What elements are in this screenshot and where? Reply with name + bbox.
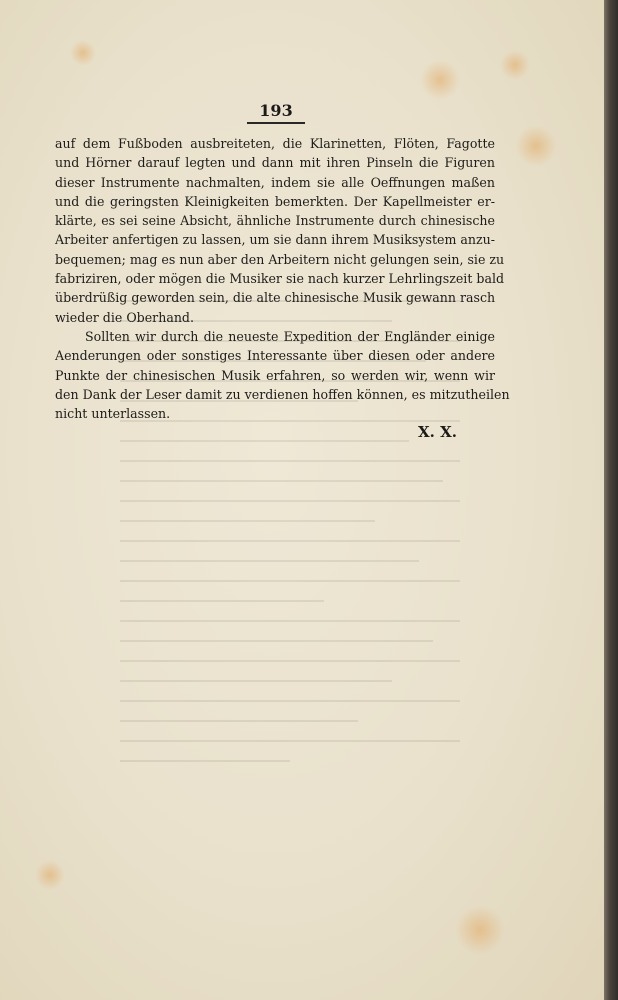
- text-line: bequemen; mag es nun aber den Arbeitern nicht gelungen sein, sie zu: [55, 251, 505, 267]
- text-line: überdrüßig geworden sein, die alte chinesische Musik gewann rasch: [55, 290, 496, 306]
- foxing-stain: [500, 50, 530, 80]
- foxing-stain: [70, 40, 96, 66]
- text-line: klärte, es sei seine Absicht, ähnliche Instrumente durch chinesische: [55, 213, 495, 229]
- text-line: Aenderungen oder sonstiges Interessante über diesen oder andere: [55, 348, 495, 364]
- foxing-stain: [515, 125, 557, 167]
- text-line: nicht unterlassen.: [55, 406, 171, 422]
- text-line: Punkte der chinesischen Musik erfahren, so werden wir, wenn wir: [55, 367, 495, 383]
- book-gutter: [604, 0, 618, 1000]
- foxing-stain: [455, 905, 505, 955]
- text-line: und die geringsten Kleinigkeiten bemerkten. Der Kapellmeister er-: [55, 193, 495, 209]
- author-signature: X. X.: [418, 423, 457, 441]
- text-line: und Hörner darauf legten und dann mit ihren Pinseln die Figuren: [55, 155, 495, 171]
- page-number-underline: [247, 122, 305, 124]
- page-number: 193: [259, 101, 293, 120]
- foxing-stain: [420, 60, 460, 100]
- text-line: fabriziren, oder mögen die Musiker sie nach kurzer Lehrlingszeit bald: [55, 271, 505, 287]
- text-line: Arbeiter anfertigen zu lassen, um sie dann ihrem Musiksystem anzu-: [55, 232, 496, 248]
- foxing-stain: [35, 860, 65, 890]
- text-line: den Dank der Leser damit zu verdienen hoffen können, es mitzutheilen: [55, 386, 510, 402]
- body-text: [55, 134, 510, 423]
- text-line: wieder die Oberhand.: [55, 309, 194, 325]
- text-line: auf dem Fußboden ausbreiteten, die Klarinetten, Flöten, Fagotte: [55, 136, 495, 151]
- text-line: dieser Instrumente nachmalten, indem sie alle Oeffnungen maßen: [55, 174, 495, 190]
- text-line: Sollten wir durch die neueste Expedition der Engländer einige: [85, 328, 495, 344]
